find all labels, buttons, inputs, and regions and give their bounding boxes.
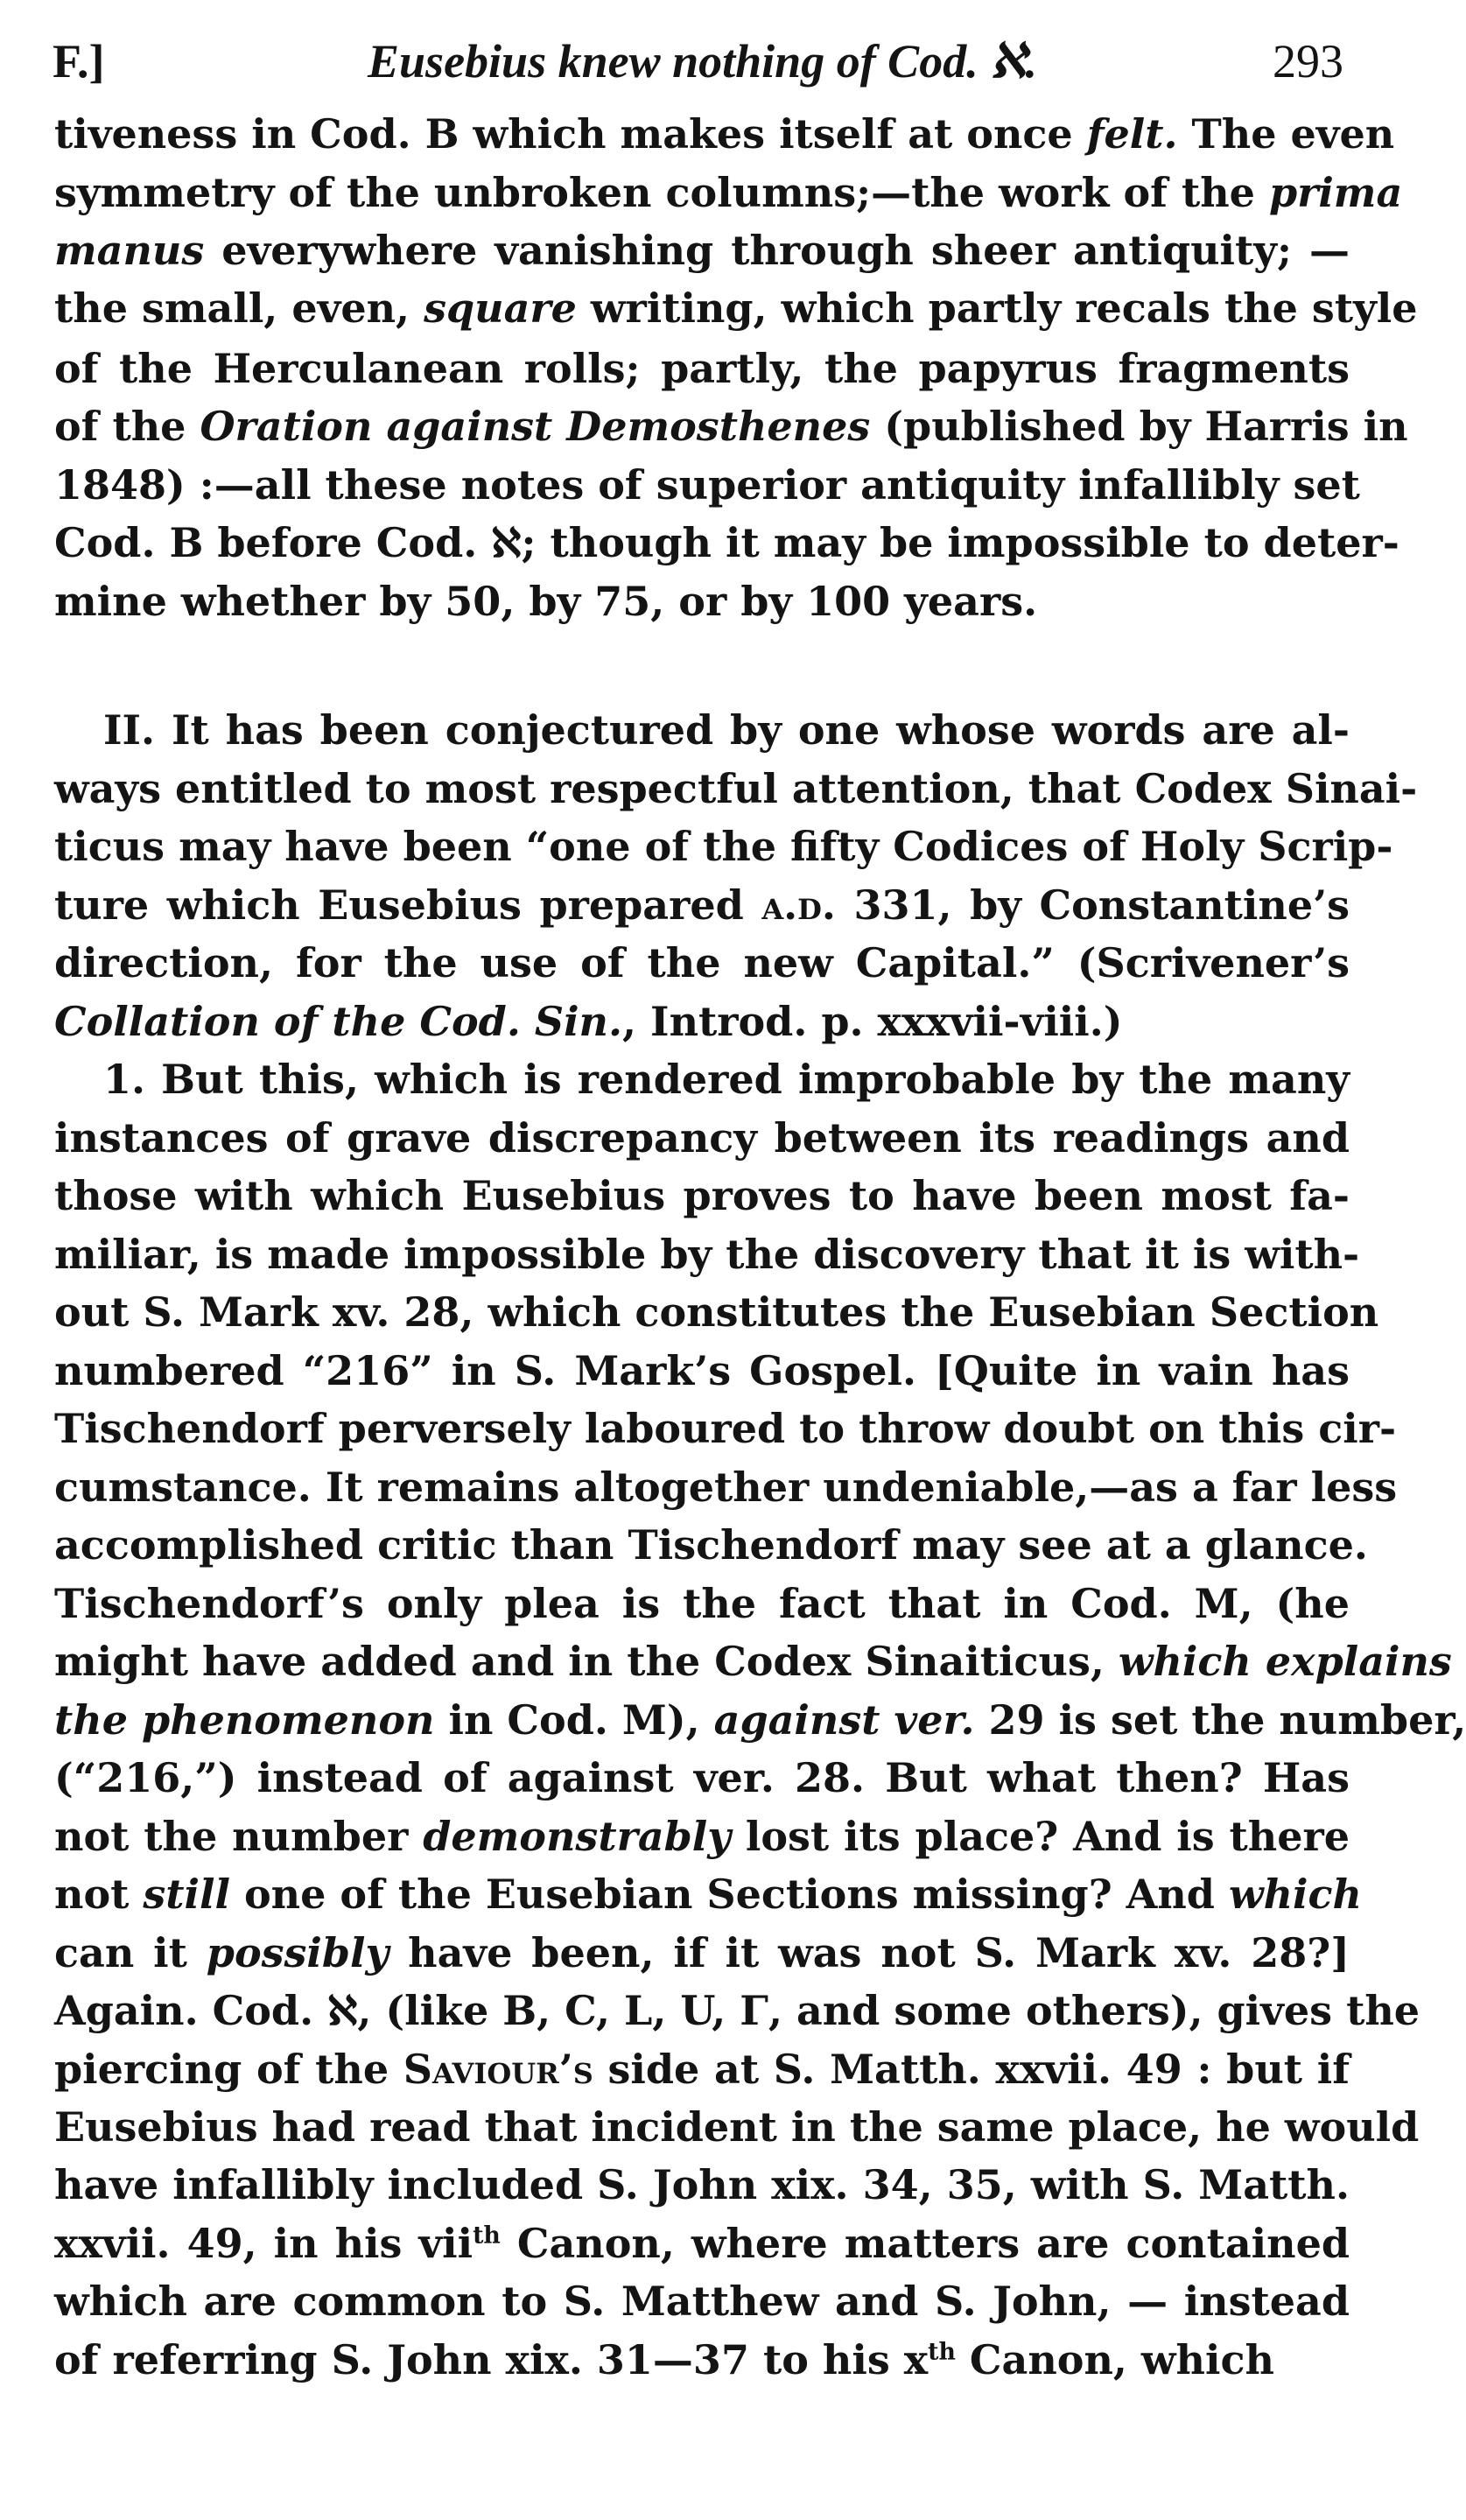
- text-segment: tiveness in Cod. B which makes itself at once: [54, 110, 1087, 158]
- italic-text: still: [143, 1871, 230, 1918]
- text-line: [54, 1982, 1420, 2039]
- header-title: Eusebius knew nothing of Cod. ℵ.: [368, 35, 1037, 88]
- italic-text: prima: [1268, 169, 1403, 216]
- text-line: [54, 2156, 1350, 2214]
- text-line: [54, 1458, 1398, 1516]
- text-segment: miliar, is made impossible by the discovery that it is with-: [54, 1231, 1360, 1278]
- text-segment: Cod. B before Cod. ℵ; though it may be impossible to deter-: [54, 519, 1399, 566]
- text-segment: might have added and in the Codex Sinaiticus,: [54, 1638, 1119, 1685]
- text-segment: (“216,”) instead of against ver. 28. But what then? Has: [54, 1754, 1350, 1801]
- text-line: [54, 934, 1350, 992]
- small-caps-text: Saviour’s: [403, 2046, 593, 2093]
- text-line: [54, 760, 1418, 818]
- text-line: [103, 1050, 1350, 1108]
- text-segment: lost its place? And is there: [731, 1813, 1350, 1860]
- text-line: [54, 340, 1350, 397]
- text-line: [54, 1400, 1397, 1457]
- italic-text: against ver.: [713, 1696, 975, 1744]
- text-line: [54, 1691, 1466, 1749]
- text-segment: the small, even,: [54, 284, 424, 332]
- text-segment: cumstance. It remains altogether undeniable,—as a far less: [54, 1464, 1398, 1511]
- text-segment: The even: [1177, 110, 1395, 158]
- italic-text: Oration against Demosthenes: [200, 403, 871, 450]
- italic-text: which explains: [1118, 1638, 1452, 1685]
- text-line: [54, 105, 1395, 163]
- text-segment: II. It has been conjectured by one whose words are al-: [103, 706, 1350, 754]
- text-segment: 1848) :—all these notes of superior antiquity infallibly set: [54, 461, 1360, 509]
- italic-text: demonstrably: [423, 1813, 731, 1860]
- text-segment: ways entitled to most respectful attention, that Codex Sinai-: [54, 765, 1418, 812]
- text-segment: piercing of the: [54, 2046, 403, 2093]
- text-line: [54, 1632, 1452, 1690]
- text-segment: Again. Cod. ℵ, (like B, C, L, U, Γ, and some others), gives the: [54, 1987, 1420, 2034]
- text-segment: 1. But this, which is rendered improbable by the many: [103, 1056, 1350, 1103]
- small-caps-text: a.d.: [761, 881, 836, 929]
- text-segment: can it: [54, 1929, 207, 1976]
- text-segment: ture which Eusebius prepared: [54, 881, 762, 929]
- text-segment: not: [54, 1871, 144, 1918]
- text-segment: ticus may have been “one of the fifty Codices of Holy Scrip-: [54, 823, 1393, 870]
- italic-text: the phenomenon: [54, 1696, 435, 1744]
- text-line: [54, 2098, 1420, 2156]
- text-line: [54, 1109, 1350, 1167]
- text-segment: of the: [54, 403, 200, 450]
- text-segment: have infallibly included S. John xix. 34, 35, with S. Matth.: [54, 2161, 1350, 2208]
- text-segment: Canon, which: [955, 2336, 1274, 2383]
- text-line: [54, 993, 1350, 1050]
- italic-text: felt.: [1086, 110, 1178, 158]
- text-line: [54, 1808, 1350, 1865]
- text-line: [54, 1342, 1350, 1400]
- text-segment: in Cod. M),: [434, 1696, 714, 1744]
- text-segment: everywhere vanishing through sheer antiquity; —: [204, 227, 1350, 274]
- text-line: [54, 1575, 1350, 1632]
- italic-text: manus: [54, 227, 205, 274]
- text-segment: of the Herculanean rolls; partly, the papyrus fragments: [54, 345, 1350, 392]
- italic-text: which: [1228, 1871, 1362, 1918]
- text-segment: Tischendorf’s only plea is the fact that in Cod. M, (he: [54, 1580, 1350, 1627]
- text-segment: , Introd. p. xxxvii-viii.): [622, 998, 1123, 1045]
- text-line: [54, 164, 1403, 221]
- running-header: [53, 26, 1343, 96]
- text-segment: Tischendorf perversely laboured to throw doubt on this cir-: [54, 1405, 1397, 1452]
- text-line: [54, 572, 1350, 630]
- text-segment: which are common to S. Matthew and S. John, — instead: [54, 2278, 1350, 2325]
- text-segment: mine whether by 50, by 75, or by 100 years.: [54, 578, 1038, 625]
- superscript-text: th: [928, 2338, 956, 2366]
- text-segment: out S. Mark xv. 28, which constitutes the Eusebian Section: [54, 1288, 1379, 1336]
- text-segment: one of the Eusebian Sections missing? And: [229, 1871, 1229, 1918]
- text-segment: 29 is set the number,: [974, 1696, 1466, 1744]
- text-segment: Eusebius had read that incident in the same place, he would: [54, 2103, 1420, 2151]
- header-section-mark: F.]: [53, 35, 105, 88]
- italic-text: square: [424, 284, 577, 332]
- text-segment: those with which Eusebius proves to have been most fa-: [54, 1172, 1350, 1219]
- text-line: [54, 279, 1418, 337]
- text-segment: Canon, where matters are contained: [500, 2220, 1350, 2267]
- text-line: [103, 701, 1350, 759]
- text-segment: accomplished critic than Tischendorf may see at a glance.: [54, 1521, 1368, 1569]
- text-segment: symmetry of the unbroken columns;—the work of the: [54, 169, 1269, 216]
- text-segment: xxvii. 49, in his vii: [54, 2220, 473, 2267]
- text-segment: writing, which partly recals the style: [576, 284, 1418, 332]
- text-segment: (published by Harris in: [870, 403, 1408, 450]
- text-segment: 331, by Constantine’s: [835, 881, 1350, 929]
- text-line: [54, 818, 1393, 875]
- italic-text: possibly: [206, 1929, 389, 1976]
- text-segment: numbered “216” in S. Mark’s Gospel. [Quite in vain has: [54, 1347, 1350, 1394]
- italic-text: Collation of the Cod. Sin.: [54, 998, 623, 1045]
- text-line: [54, 876, 1350, 934]
- text-line: [54, 397, 1408, 455]
- text-line: [54, 1516, 1368, 1574]
- text-line: [54, 221, 1350, 279]
- text-line: [54, 2040, 1350, 2098]
- text-line: [54, 1167, 1350, 1225]
- text-line: [54, 514, 1399, 572]
- text-line: [54, 1749, 1350, 1807]
- text-segment: of referring S. John xix. 31—37 to his x: [54, 2336, 929, 2383]
- text-segment: side at S. Matth. xxvii. 49 : but if: [593, 2046, 1350, 2093]
- text-line: [54, 1225, 1360, 1283]
- text-line: [54, 1283, 1379, 1341]
- text-line: [54, 2272, 1350, 2330]
- text-segment: have been, if it was not S. Mark xv. 28?]: [389, 1929, 1350, 1976]
- text-line: [54, 1865, 1362, 1923]
- text-line: [54, 2331, 1350, 2389]
- page-number: 293: [1273, 35, 1343, 88]
- text-line: [54, 2215, 1350, 2272]
- text-line: [54, 456, 1360, 514]
- text-line: [54, 1924, 1350, 1982]
- text-segment: direction, for the use of the new Capital.” (Scrivener’s: [54, 939, 1350, 986]
- superscript-text: th: [473, 2222, 501, 2250]
- text-segment: not the number: [54, 1813, 424, 1860]
- text-segment: instances of grave discrepancy between its readings and: [54, 1114, 1350, 1162]
